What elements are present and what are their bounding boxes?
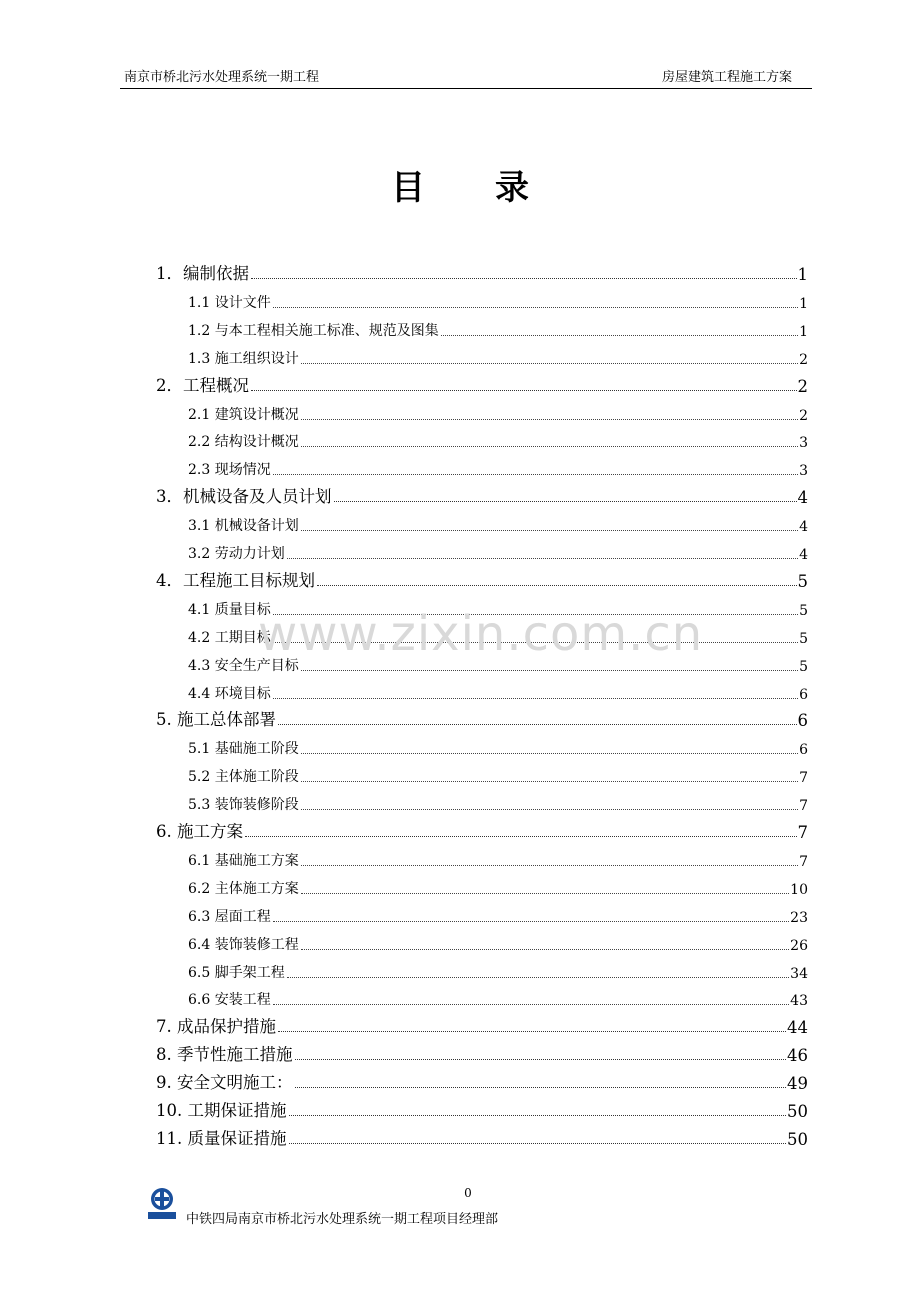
toc-entry[interactable] (156, 479, 808, 507)
toc-entry-label: 6. 施工方案 (156, 822, 243, 841)
toc-entry[interactable] (188, 535, 808, 563)
toc-entry[interactable] (188, 451, 808, 479)
toc-entry-page: 46 (787, 1046, 808, 1066)
toc-entry-label: 6.5 脚手架工程 (188, 964, 285, 981)
toc-leader-dots (301, 948, 789, 950)
toc-entry[interactable] (156, 256, 808, 284)
toc-entry-page: 7 (799, 798, 808, 815)
page-number: 0 (464, 1186, 472, 1200)
toc-leader-dots (251, 389, 797, 391)
toc-leader-dots (273, 697, 798, 699)
toc-entry[interactable] (188, 591, 808, 619)
toc-leader-dots (289, 1114, 787, 1116)
toc-entry-page: 2 (799, 407, 808, 424)
toc-entry[interactable] (188, 786, 808, 814)
toc-leader-dots (273, 613, 798, 615)
toc-entry-label: 5.2 主体施工阶段 (188, 769, 299, 786)
toc-leader-dots (273, 641, 798, 643)
toc-entry-label: 4.1 质量目标 (188, 601, 271, 618)
toc-leader-dots (295, 1058, 787, 1060)
toc-entry-label: 3.2 劳动力计划 (188, 546, 285, 562)
toc-leader-dots (295, 1086, 787, 1088)
toc-leader-dots (441, 334, 798, 336)
toc-entry[interactable] (188, 423, 808, 451)
toc-entry-label: 1.2 与本工程相关施工标准、规范及图集 (188, 322, 439, 339)
toc-entry-page: 23 (790, 909, 808, 926)
toc-entry-label: 2.3 现场情况 (188, 462, 271, 479)
toc-entry-label: 4.3 安全生产目标 (188, 657, 299, 674)
toc-entry-page: 7 (799, 853, 808, 870)
toc-entry-label: 8. 季节性施工措施 (156, 1045, 293, 1065)
toc-entry[interactable] (188, 507, 808, 535)
toc-entry[interactable] (156, 1009, 808, 1037)
toc-entry[interactable] (188, 981, 808, 1009)
toc-entry-page: 1 (799, 323, 808, 340)
toc-leader-dots (278, 1030, 786, 1032)
toc-entry-page: 1 (797, 265, 808, 284)
toc-entry-label: 2.1 建筑设计概况 (188, 406, 299, 423)
toc-entry-label: 5.3 装饰装修阶段 (188, 797, 299, 814)
toc-leader-dots (273, 473, 798, 475)
toc-entry-label: 1.3 施工组织设计 (188, 350, 299, 367)
toc-entry[interactable] (188, 619, 808, 647)
toc-entry[interactable] (188, 284, 808, 312)
toc-entry-label: 9. 安全文明施工： (156, 1073, 293, 1093)
toc-leader-dots (301, 892, 789, 894)
toc-entry[interactable] (156, 1093, 808, 1121)
toc-entry[interactable] (188, 340, 808, 368)
toc-leader-dots (301, 445, 798, 447)
toc-entry-label: 4.4 环境目标 (188, 685, 271, 702)
toc-entry-label: 1．编制依据 (156, 264, 249, 283)
toc-entry-page: 7 (799, 770, 808, 787)
toc-entry-label: 3.1 机械设备计划 (188, 518, 299, 535)
toc-entry-label: 2．工程概况 (156, 375, 249, 395)
toc-entry-page: 5 (799, 602, 808, 619)
toc-leader-dots (287, 976, 789, 978)
toc-title: 目录 (391, 168, 599, 208)
toc-entry-page: 5 (799, 630, 808, 647)
toc-entry[interactable] (156, 368, 808, 396)
toc-entry-page: 44 (787, 1018, 808, 1038)
toc-leader-dots (301, 864, 798, 866)
toc-entry-page: 1 (799, 295, 808, 312)
toc-entry-label: 11. 质量保证措施 (156, 1128, 287, 1148)
toc-entry-page: 6 (799, 742, 808, 759)
toc-entry[interactable] (156, 1121, 808, 1149)
watermark: www.zixin.com.cn (258, 606, 704, 662)
toc-entry-page: 6 (799, 686, 808, 703)
toc-leader-dots (289, 1142, 787, 1144)
toc-entry[interactable] (188, 870, 808, 898)
toc-entry[interactable] (188, 758, 808, 786)
toc-leader-dots (301, 780, 798, 782)
footer-organization: 中铁四局南京市桥北污水处理系统一期工程项目经理部 (186, 1212, 499, 1227)
toc-entry[interactable] (188, 730, 808, 758)
toc-leader-dots (245, 835, 797, 837)
toc-entry[interactable] (156, 1037, 808, 1065)
toc-entry-label: 6.6 安装工程 (188, 992, 271, 1009)
toc-entry-label: 6.1 基础施工方案 (188, 852, 299, 869)
toc-leader-dots (301, 669, 798, 671)
toc-leader-dots (317, 584, 797, 586)
toc-leader-dots (278, 723, 797, 725)
toc-entry[interactable] (188, 675, 808, 703)
toc-entry[interactable] (188, 647, 808, 675)
toc-leader-dots (301, 529, 798, 531)
toc-entry-page: 49 (787, 1074, 808, 1094)
toc-leader-dots (273, 920, 789, 922)
toc-entry-page: 5 (799, 658, 808, 675)
toc-entry-page: 4 (799, 547, 808, 563)
toc-entry-label: 10. 工期保证措施 (156, 1101, 287, 1120)
toc-entry[interactable] (188, 312, 808, 340)
toc-entry-page: 50 (787, 1129, 808, 1149)
toc-entry[interactable] (156, 1065, 808, 1093)
toc-entry-page: 4 (799, 519, 808, 536)
toc-leader-dots (301, 752, 798, 754)
toc-entry-label: 2.2 结构设计概况 (188, 434, 299, 451)
toc-entry[interactable] (188, 898, 808, 926)
toc-entry[interactable] (188, 954, 808, 982)
toc-entry-label: 4．工程施工目标规划 (156, 570, 315, 590)
toc-leader-dots (273, 1003, 789, 1005)
toc-leader-dots (301, 362, 798, 364)
toc-entry-label: 6.2 主体施工方案 (188, 880, 299, 897)
toc-entry-label: 6.3 屋面工程 (188, 908, 271, 925)
toc-entry-page: 5 (797, 571, 808, 591)
toc-entry-page: 50 (787, 1102, 808, 1121)
toc-entry-label: 5.1 基础施工阶段 (188, 741, 299, 758)
toc-entry-label: 7. 成品保护措施 (156, 1017, 276, 1037)
toc-entry-page: 6 (797, 711, 808, 731)
toc-entry-page: 7 (797, 823, 808, 842)
toc-entry-page: 34 (790, 965, 808, 982)
toc-leader-dots (273, 306, 798, 308)
toc-entry-label: 5. 施工总体部署 (156, 710, 276, 730)
toc-entry[interactable] (188, 926, 808, 954)
page-header (120, 64, 812, 89)
toc-entry-label: 6.4 装饰装修工程 (188, 936, 299, 953)
toc-entry[interactable] (188, 842, 808, 870)
toc-entry-page: 43 (790, 993, 808, 1010)
toc-entry-page: 26 (790, 937, 808, 954)
header-document-name: 房屋建筑工程施工方案 (661, 70, 792, 85)
toc-leader-dots (251, 277, 797, 279)
toc-entry-page: 4 (797, 488, 808, 508)
toc-entry-page: 3 (799, 463, 808, 480)
toc-leader-dots (301, 808, 798, 810)
toc-entry[interactable] (156, 563, 808, 591)
toc-entry[interactable] (188, 396, 808, 424)
toc-leader-dots (287, 557, 798, 559)
header-project-name: 南京市桥北污水处理系统一期工程 (124, 70, 320, 85)
company-logo-icon (146, 1186, 178, 1220)
toc-entry-page: 2 (799, 351, 808, 368)
toc-entry-page: 2 (797, 376, 808, 396)
toc-entry-page: 10 (790, 881, 808, 898)
toc-leader-dots (334, 500, 797, 502)
toc-entry-label: 3．机械设备及人员计划 (156, 487, 332, 507)
toc-entry[interactable] (156, 814, 808, 842)
toc-entry-label: 4.2 工期目标 (188, 629, 271, 646)
toc-entry-label: 1.1 设计文件 (188, 294, 271, 311)
toc-entry-page: 3 (799, 435, 808, 452)
toc-leader-dots (301, 418, 798, 420)
toc-entry[interactable] (156, 702, 808, 730)
